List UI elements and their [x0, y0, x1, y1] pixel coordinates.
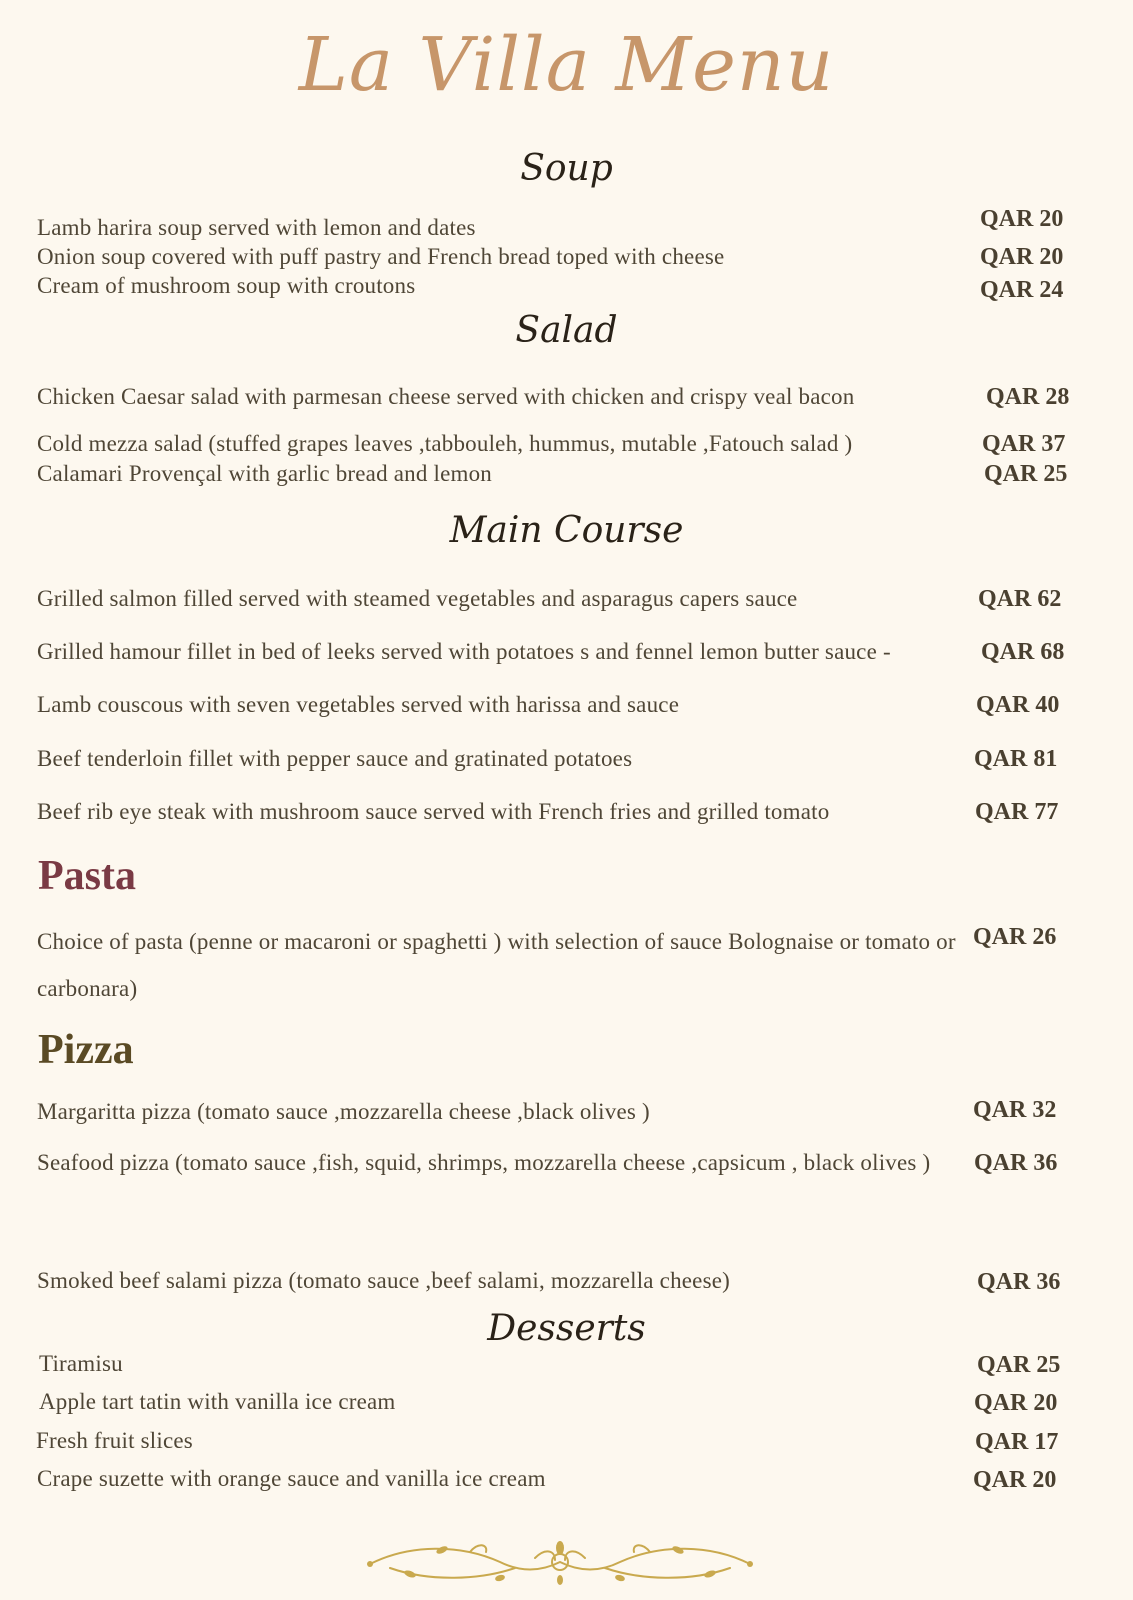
menu-title: La Villa Menu	[298, 22, 835, 108]
menu-item-price: QAR 20	[973, 1467, 1057, 1493]
section-heading-desserts: Desserts	[487, 1308, 646, 1349]
menu-item-price: QAR 20	[980, 244, 1064, 270]
menu-item-name: Lamb harira soup served with lemon and dates	[37, 215, 476, 240]
menu-item-name: Onion soup covered with puff pastry and French bread toped with cheese	[37, 244, 725, 269]
section-heading-soup: Soup	[520, 148, 613, 189]
menu-item-price: QAR 62	[978, 586, 1062, 612]
menu-item-price: QAR 26	[973, 924, 1057, 950]
menu-item-name: Cold mezza salad (stuffed grapes leaves ,tabbouleh, hummus, mutable ,Fatouch salad )	[37, 431, 853, 456]
menu-item-price: QAR 81	[974, 746, 1058, 772]
menu-item-name: Grilled salmon filled served with steamed vegetables and asparagus capers sauce	[37, 586, 798, 611]
menu-item-price: QAR 36	[977, 1269, 1061, 1295]
menu-item-name: Beef tenderloin fillet with pepper sauce and gratinated potatoes	[37, 746, 633, 771]
menu-item-name: Cream of mushroom soup with croutons	[37, 273, 416, 298]
menu-item-name: Margaritta pizza (tomato sauce ,mozzarella cheese ,black olives )	[37, 1099, 650, 1124]
menu-item-name: Smoked beef salami pizza (tomato sauce ,beef salami, mozzarella cheese)	[37, 1268, 731, 1293]
menu-item-name: Choice of pasta (penne or macaroni or spaghetti ) with selection of sauce Bolognaise or tomato or carbonara)	[37, 929, 956, 1001]
menu-item-price: QAR 68	[981, 639, 1065, 665]
menu-item-price: QAR 36	[974, 1150, 1058, 1176]
menu-item-price: QAR 77	[975, 799, 1059, 825]
section-heading-salad: Salad	[515, 310, 618, 351]
menu-item-name: Chicken Caesar salad with parmesan cheese served with chicken and crispy veal bacon	[37, 384, 855, 409]
menu-item-price: QAR 40	[976, 692, 1060, 718]
section-heading-pizza: Pizza	[38, 1027, 134, 1073]
menu-item-name: Lamb couscous with seven vegetables served with harissa and sauce	[37, 692, 680, 717]
menu-item-name: Grilled hamour fillet in bed of leeks served with potatoes s and fennel lemon butter sauce -	[37, 639, 891, 664]
menu-item-name: Calamari Provençal with garlic bread and lemon	[37, 461, 492, 486]
menu-item-price: QAR 25	[977, 1352, 1061, 1378]
menu-item-name: Tiramisu	[39, 1351, 123, 1376]
menu-item-name: Seafood pizza (tomato sauce ,fish, squid, shrimps, mozzarella cheese ,capsicum , black olives )	[37, 1150, 931, 1175]
menu-item-name: Apple tart tatin with vanilla ice cream	[39, 1389, 396, 1414]
menu-item-name: Fresh fruit slices	[36, 1428, 193, 1453]
menu-item-price: QAR 20	[974, 1390, 1058, 1416]
section-heading-main-course: Main Course	[449, 510, 684, 551]
menu-item-price: QAR 28	[986, 384, 1070, 410]
menu-item-price: QAR 37	[982, 431, 1066, 457]
menu-item-price: QAR 24	[980, 277, 1064, 303]
floral-flourish-ornament-icon	[350, 1538, 770, 1588]
menu-item-price: QAR 32	[973, 1097, 1057, 1123]
menu-item-price: QAR 20	[980, 206, 1064, 232]
menu-item-name: Crape suzette with orange sauce and vanilla ice cream	[37, 1466, 546, 1491]
menu-item-price: QAR 17	[975, 1429, 1059, 1455]
section-heading-pasta: Pasta	[38, 853, 136, 899]
menu-item-name: Beef rib eye steak with mushroom sauce served with French fries and grilled tomato	[37, 799, 830, 824]
menu-item-price: QAR 25	[984, 461, 1068, 487]
